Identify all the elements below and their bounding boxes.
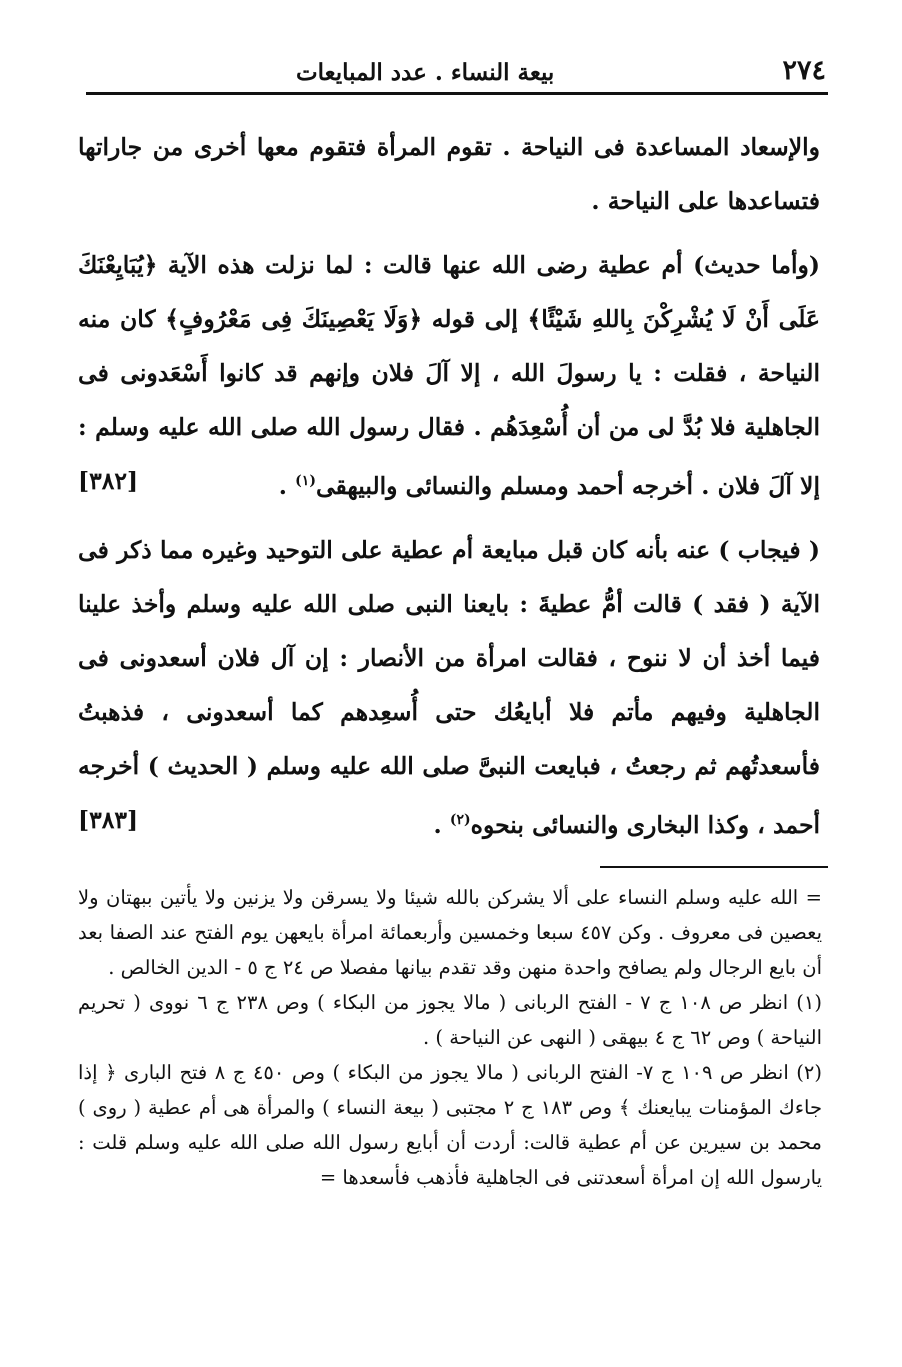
paragraph-2-text: (وأما حديث) أم عطية رضى الله عنها قالت : لما نزلت هذه الآية ﴿يُبَايِعْنَكَ عَلَى أَنْ لَا يُشْرِكْنَ بِاللهِ شَيْئًا﴾ إلى قوله ﴿وَلَا يَعْصِينَكَ فِى مَعْرُوفٍ﴾ كان منه النياحة ، فقلت : يا رسولَ الله ، إلا آلَ فلان وإنهم قد كانوا أَسْعَدونى فى الجاهلية فلا بُدَّ لى من أن أُسْعِدَهُم . فقال رسول الله صلى الله عليه وسلم : إلا آلَ فلان . أخرجه أحمد ومسلم والنسائى والبيهقى [78,251,820,500]
page-number: ٢٧٤ [782,55,826,86]
paragraph-3 [78,523,820,852]
paragraph-2-end: . [278,471,296,500]
running-title: بيعة النساء . عدد المبايعات [296,59,555,86]
footnote-continuation: = الله عليه وسلم النساء على ألا يشركن بالله شيئا ولا يسرقن ولا يزنين ولا يأتين ببهتان ولا يعصين فى معروف . وكن ٤٥٧ سبعا وخمسين وأربعمائة امرأة بايعهن يوم الفتح عند الصفا بعد أن بايع الرجال ولم يصافح واحدة منهن وقد تقدم بيانها مفصلا ص ٢٤ ج ٥ - الدين الخالص . [78,886,822,979]
paragraph-1: والإسعاد المساعدة فى النياحة . تقوم المرأة فتقوم معها أخرى من جاراتها فتساعدها على النياحة . [78,133,820,215]
footnote-marker-1: (١) [295,473,316,489]
paragraph-2 [78,238,820,513]
hadith-number-382: [٣٨٢] [78,467,139,495]
footnote-1: (١) انظر ص ١٠٨ ج ٧ - الفتح الربانى ( مالا يجوز من البكاء ) وص ٢٣٨ ج ٦ نووى ( تحريم النياحة ) وص ٦٢ ج ٤ بيهقى ( النهى عن النياحة ) . [78,991,822,1049]
hadith-number-383: [٣٨٣] [78,805,139,834]
paragraph-3-text: ( فيجاب ) عنه بأنه كان قبل مبايعة أم عطية على التوحيد وغيره مما ذكر فى الآية ( فقد ) قالت أمُّ عطيةَ : بايعنا النبى صلى الله عليه وسلم وأخذ علينا فيما أخذ أن لا ننوح ، فقالت امرأة من الأنصار : إن آل فلان أسعدونى فى الجاهلية وفيهم مأتم فلا أبايعُك حتى أُسعِدهم كما أسعدونى ، فذهبتُ فأسعدتُهم ثم رجعتُ ، فبايعت النبىَّ صلى الله عليه وسلم ( الحديث ) أخرجه أحمد ، وكذا البخارى والنسائى بنحوه [78,535,820,839]
footnotes [78,880,822,1195]
page-header [86,42,826,86]
header-rule [86,92,828,95]
footnote-marker-2: (٢) [449,811,471,828]
footnote-separator [600,866,828,868]
footnote-2: (٢) انظر ص ١٠٩ ج ٧- الفتح الربانى ( مالا يجوز من البكاء ) وص ٤٥٠ ج ٨ فتح البارى ﴿ إذا جاءك المؤمنات يبايعنك ﴾ وص ١٨٣ ج ٢ مجتبى ( بيعة النساء ) والمرأة هى أم عطية ( روى ) محمد بن سيرين عن أم عطية قالت: أردت أن أبايع رسول الله صلى الله عليه وسلم قلت : يارسول الله إن امرأة أسعدتنى فى الجاهلية فأذهب فأسعدها = [78,1061,823,1189]
main-text [78,120,820,852]
paragraph-3-end: . [433,810,450,839]
